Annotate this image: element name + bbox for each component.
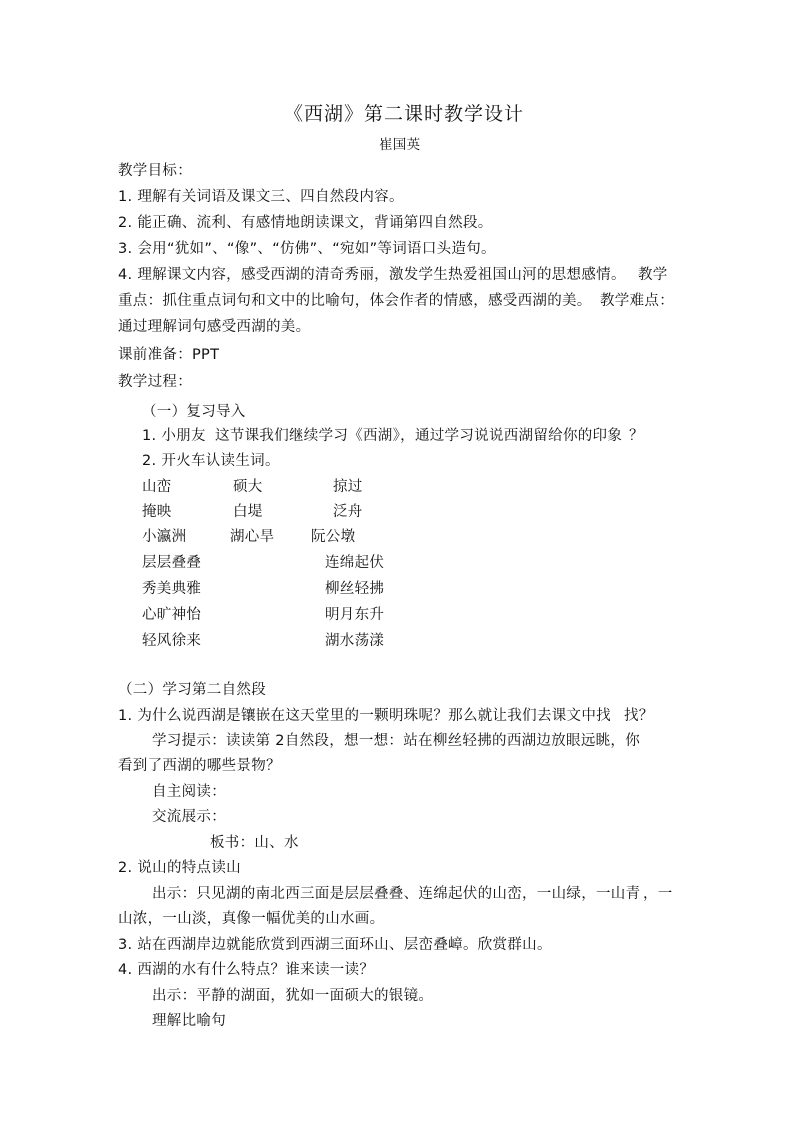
vocab-word: 掩映 [142, 504, 172, 520]
difficulty-text: 通过理解词句感受西湖的美。 [118, 319, 311, 335]
question-1: 1. 为什么说西湖是镶嵌在这天堂里的一颗明珠呢？那么就让我们去课文中找 [118, 708, 611, 724]
review-item-1-text: 这节课我们继续学习《西湖》，通过学习说说西湖留给你的印象 [215, 428, 623, 444]
objective-2: 2. 能正确、流利、有感情地朗读课文，背诵第四自然段。 [118, 215, 493, 231]
study-hint-line1: 学习提示：读读第 2自然段，想一想：站在柳丝轻拂的西湖边放眼远眺，你 [152, 733, 641, 749]
vocab-word: 泛舟 [333, 504, 363, 520]
vocab-word: 柳丝轻拂 [325, 581, 385, 597]
review-item-1-question: ？ [629, 428, 644, 444]
objective-3: 3. 会用“犹如”、“像”、“仿佛”、“宛如”等词语口头造句。 [118, 241, 496, 257]
vocab-word: 阮公墩 [311, 529, 356, 545]
review-item-2: 2. 开火车认读生词。 [142, 453, 280, 469]
question-2: 2. 说山的特点读山 [118, 860, 241, 876]
vocab-word: 小瀛洲 [142, 529, 187, 545]
objectives-heading: 教学目标： [118, 163, 192, 179]
section1-heading: （一）复习导入 [142, 404, 246, 420]
objective-1: 1. 理解有关词语及课文三、四自然段内容。 [118, 189, 404, 205]
board-note: 板书：山、水 [210, 835, 299, 851]
display-1-line2: 山浓，一山淡，真像一幅优美的山水画。 [118, 911, 385, 927]
sharing: 交流展示： [152, 809, 226, 825]
self-reading: 自主阅读： [152, 784, 226, 800]
preparation: 课前准备：PPT [118, 347, 220, 363]
process-heading: 教学过程： [118, 374, 192, 390]
key-point-text: 重点：抓住重点词句和文中的比喻句，体会作者的情感，感受西湖的美。 [118, 293, 592, 309]
metaphor-task: 理解比喻句 [152, 1013, 226, 1029]
question-3: 3. 站在西湖岸边就能欣赏到西湖三面环山、层峦叠嶂。欣赏群山。 [118, 937, 552, 953]
display-1-line1-end: ，一 [643, 886, 673, 902]
key-point-label-part: 教学 [638, 267, 668, 283]
review-item-1-lead: 1. 小朋友 [142, 428, 206, 444]
vocab-word: 白堤 [233, 504, 263, 520]
section2-heading: （二）学习第二自然段 [118, 682, 266, 698]
vocab-word: 湖水荡漾 [325, 633, 385, 649]
document-title: 《西湖》第二课时教学设计 [284, 103, 525, 125]
objective-4: 4. 理解课文内容，感受西湖的清奇秀丽，激发学生热爱祖国山河的思想感情。 [118, 267, 626, 283]
question-4: 4. 西湖的水有什么特点？谁来读一读？ [118, 962, 375, 978]
vocab-word: 秀美典雅 [142, 581, 202, 597]
vocab-word: 湖心旱 [230, 529, 275, 545]
vocab-word: 心旷神怡 [142, 607, 202, 623]
vocab-word: 明月东升 [325, 607, 385, 623]
vocab-word: 掠过 [333, 479, 363, 495]
vocab-word: 连绵起伏 [325, 555, 385, 571]
display-2: 出示：平静的湖面，犹如一面硕大的银镜。 [152, 988, 434, 1004]
display-1-line1: 出示：只见湖的南北西三面是层层叠叠、连绵起伏的山峦，一山绿，一山青 [152, 886, 641, 902]
question-1-end: 找？ [624, 708, 654, 724]
vocab-word: 层层叠叠 [142, 555, 202, 571]
author-name: 崔国英 [379, 137, 421, 153]
vocab-word: 硕大 [233, 479, 263, 495]
vocab-word: 山峦 [142, 479, 172, 495]
difficulty-label: 教学难点： [600, 293, 674, 309]
study-hint-line2: 看到了西湖的哪些景物？ [118, 758, 281, 774]
vocab-word: 轻风徐来 [142, 633, 202, 649]
